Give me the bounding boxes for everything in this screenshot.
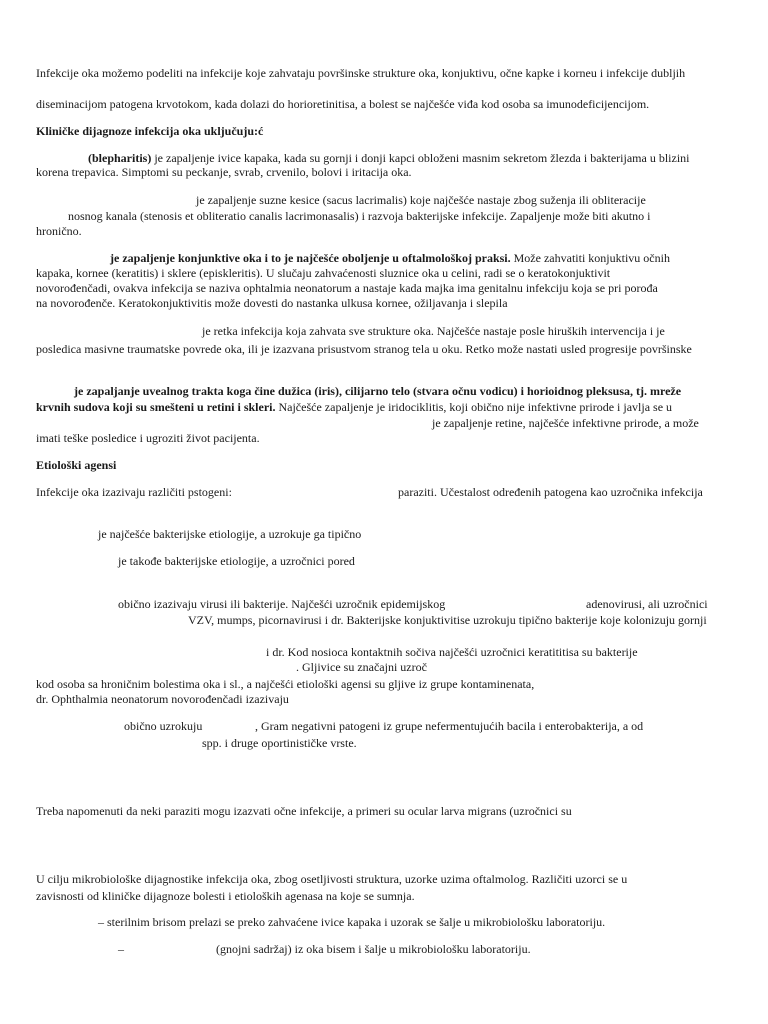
diagnostics-item-2-text: (gnojni sadržaj) iz oka bisem i šalje u mikrobiološku laboratoriju. — [216, 942, 531, 956]
etiology-line-1a: Infekcije oka izazivaju različiti pstogeni: — [36, 485, 232, 499]
etiology-keratitis-line-4: dr. Ophthalmia neonatorum novorođenčadi izazivaju — [36, 692, 289, 706]
conjunctivitis-line-3: novorođenčadi, ovakva infekcija se naziva ophtalmia neonatorum a nastaje kada majka ima genitalnu infekciju koja se pri porođa — [36, 281, 658, 295]
uveitis-line-1: je zapaljanje uvealnog trakta koga čine dužica (iris), cilijarno telo (stvara očnu vodicu) i horioidnog pleksusa, tj. mreže — [74, 384, 682, 398]
etiology-endophthalmitis-line-1a: obično uzrokuju — [124, 719, 203, 733]
conjunctivitis-line-1 — [110, 251, 670, 265]
diagnostics-item-2-dash: – — [118, 942, 124, 956]
uveitis-bold-2: krvnih sudova koji su smešteni u retini i skleri. — [36, 400, 276, 414]
conjunctivitis-line-4: na novorođenče. Keratokonjuktivitis može dovesti do nastanka ulkusa kornee, ožiljavanja i slepila — [36, 296, 508, 310]
endophthalmitis-line-2: posledica masivne traumatske povrede oka, ili je izazvana prisustvom stranog tela u oku. Retko može nastati usled progresije površinske — [36, 342, 692, 356]
etiology-heading: Etiološki agensi — [36, 458, 117, 472]
etiology-conjunctivitis-line-2: VZV, mumps, picornavirusi i dr. Bakterijske konjuktivitise uzrokuju tipično bakterije koje kolonizuju gornji — [188, 613, 707, 627]
blepharitis-term: (blepharitis) — [88, 151, 152, 165]
conjunctivitis-rest: Može zahvatiti konjuktivu očnih — [510, 251, 670, 265]
blepharitis-line-1 — [88, 151, 690, 165]
etiology-keratitis-line-3: kod osoba sa hroničnim bolestima oka i sl., a najčešći etiološki agensi su gljive iz grupe kontaminenata, — [36, 677, 535, 691]
dacryocystitis-line-1: je zapaljenje suzne kesice (sacus lacrimalis) koje najčešće nastaje zbog suženja ili obliteracije — [196, 193, 646, 207]
uveitis-line-4: imati teške posledice i ugroziti život pacijenta. — [36, 431, 260, 445]
dacryocystitis-line-3: hronično. — [36, 224, 82, 238]
diagnostics-item-1: – sterilnim brisom prelazi se preko zahvaćene ivice kapaka i uzorak se šalje u mikrobiološku laboratoriju. — [98, 915, 606, 929]
etiology-endophthalmitis-line-2: spp. i druge oportinističke vrste. — [202, 736, 357, 750]
blepharitis-text: je zapaljenje ivice kapaka, kada su gornji i donji kapci obloženi masnim sekretom žlezda i bakterijama u blizini — [151, 151, 690, 165]
etiology-line-1b: paraziti. Učestalost određenih patogena kao uzročnika infekcija — [398, 485, 703, 499]
uveitis-rest: Najčešće zapaljenje je iridociklitis, koji obično nije infektivne prirode i javlja se u — [275, 400, 673, 414]
blepharitis-line-2: korena trepavica. Simptomi su peckanje, svrab, crvenilo, bolovi i iritacija oka. — [36, 165, 412, 179]
dacryocystitis-line-2: nosnog kanala (stenosis et obliteratio canalis lacrimonasalis) i razvoja bakterijske infekcije. Zapaljenje može biti akutno i — [68, 209, 651, 223]
etiology-conjunctivitis-line-1a: obično izazivaju virusi ili bakterije. Najčešći uzročnik epidemijskog — [118, 597, 446, 611]
etiology-dacryocystitis-line: je takođe bakterijske etiologije, a uzročnici pored — [118, 554, 355, 568]
parasites-line: Treba napomenuti da neki paraziti mogu izazvati očne infekcije, a primeri su ocular larva migrans (uzročnici su — [36, 804, 572, 818]
etiology-endophthalmitis-line-1b: , Gram negativni patogeni iz grupe nefermentujućih bacila i enterobakterija, a od — [255, 719, 644, 733]
diagnostics-line-1: U cilju mikrobiološke dijagnostike infekcija oka, zbog osetljivosti struktura, uzorke uzima oftalmolog. Različiti uzorci se u — [36, 872, 628, 886]
retinitis-line: je zapaljenje retine, najčešće infektivne prirode, a može — [432, 416, 699, 430]
clinical-diagnoses-heading: Kliničke dijagnoze infekcija oka uključuju:ć — [36, 124, 264, 138]
intro-line-1: Infekcije oka možemo podeliti na infekcije koje zahvataju površinske strukture oka, konjuktivu, očne kapke i korneu i infekcije dubljih — [36, 66, 686, 80]
etiology-keratitis-line-1: i dr. Kod nosioca kontaktnih sočiva najčešći uzročnici keratititisa su bakterije — [266, 645, 638, 659]
endophthalmitis-line-1: je retka infekcija koja zahvata sve strukture oka. Najčešće nastaje posle hiruških intervencija i je — [202, 324, 665, 338]
etiology-keratitis-line-2: . Gljivice su značajni uzroč — [296, 660, 427, 674]
etiology-conjunctivitis-line-1b: adenovirusi, ali uzročnici — [586, 597, 708, 611]
conjunctivitis-bold: je zapaljenje konjunktive oka i to je najčešće oboljenje u oftalmološkoj praksi. — [110, 251, 511, 265]
etiology-blepharitis-line: je najčešće bakterijske etiologije, a uzrokuje ga tipično — [98, 527, 362, 541]
intro-line-2: diseminacijom patogena krvotokom, kada dolazi do horioretinitisa, a bolest se najčešće viđa kod osoba sa imunodeficijencijom. — [36, 97, 650, 111]
diagnostics-line-2: zavisnosti od kliničke dijagnoze bolesti i etioloških agenasa na koje se sumnja. — [36, 889, 415, 903]
conjunctivitis-line-2: kapaka, kornee (keratitis) i sklere (episkleritis). U slučaju zahvaćenosti sluznice oka u celini, radi se o keratokonjuktivit — [36, 266, 611, 280]
uveitis-line-2 — [36, 400, 672, 414]
